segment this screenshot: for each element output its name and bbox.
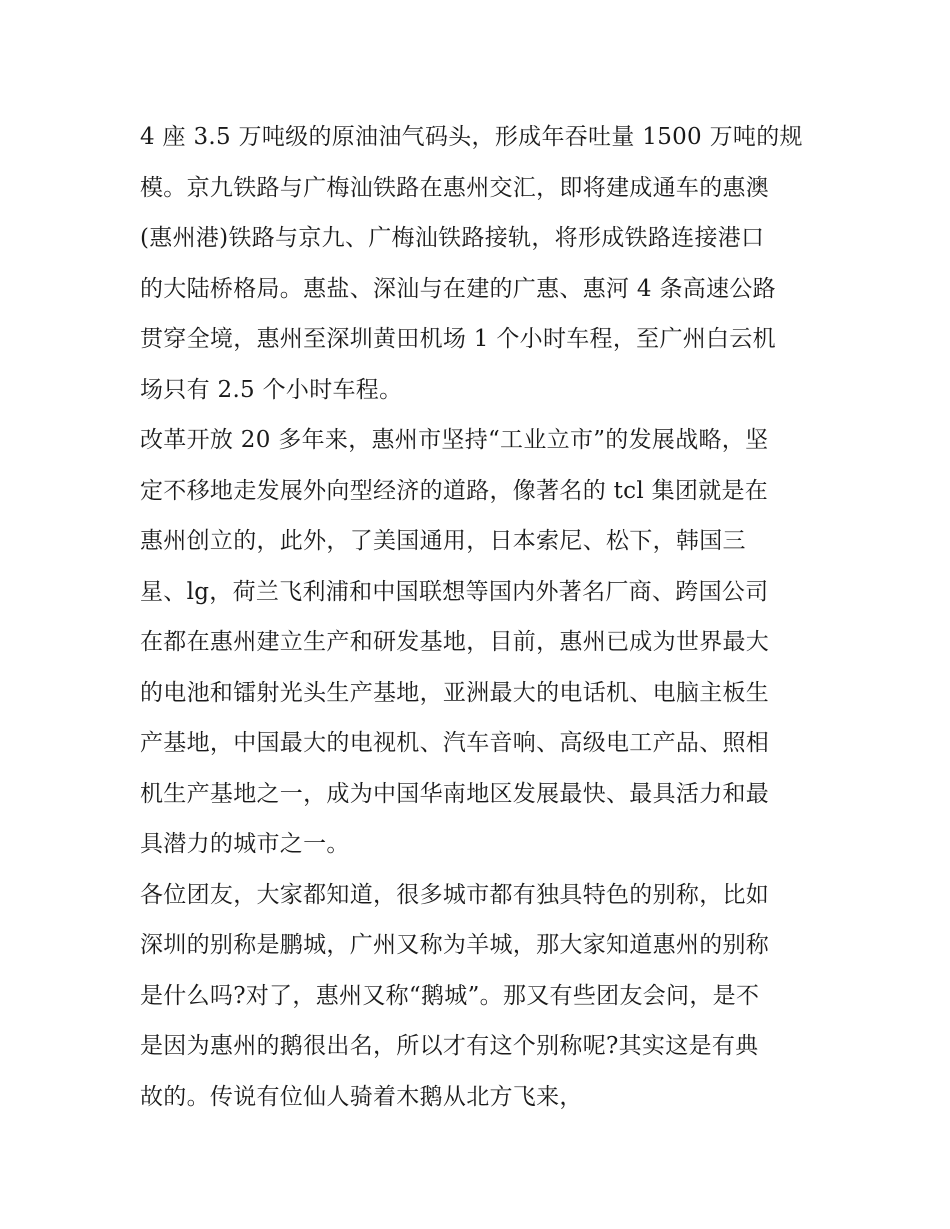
text-line: 的电池和镭射光头生产基地，亚洲最大的电话机、电脑主板生 [140, 679, 770, 706]
text-line: 模。京九铁路与广梅汕铁路在惠州交汇，即将建成通车的惠澳 [140, 174, 770, 201]
text-line: 定不移地走发展外向型经济的道路，像著名的 tcl 集团就是在 [140, 477, 769, 504]
text-line: 贯穿全境，惠州至深圳黄田机场 1 个小时车程，至广州白云机 [140, 326, 776, 352]
text-line: 的大陆桥格局。惠盐、深汕与在建的广惠、惠河 4 条高速公路 [140, 275, 776, 302]
text-line: (惠州港)铁路与京九、广梅汕铁路接轨，将形成铁路连接港口 [140, 225, 765, 251]
paragraph-transport [140, 112, 820, 415]
text-line: 场只有 2.5 个小时车程。 [140, 376, 403, 403]
text-line: 4 座 3.5 万吨级的原油油气码头，形成年吞吐量 1500 万吨的规 [140, 124, 803, 150]
text-line: 是因为惠州的鹅很出名，所以才有这个别称呢?其实这是有典 [140, 1033, 759, 1059]
document-body [140, 112, 820, 1122]
text-line: 星、lg，荷兰飞利浦和中国联想等国内外著名厂商、跨国公司 [140, 578, 769, 605]
text-line: 惠州创立的，此外，了美国通用，日本索尼、松下，韩国三 [140, 528, 746, 554]
paragraph-industry [140, 415, 820, 870]
text-line: 产基地，中国最大的电视机、汽车音响、高级电工产品、照相 [140, 730, 770, 756]
text-line: 是什么吗?对了，惠州又称“鹅城”。那又有些团友会问，是不 [140, 982, 760, 1009]
text-line: 各位团友，大家都知道，很多城市都有独具特色的别称，比如 [140, 881, 770, 908]
text-line: 深圳的别称是鹏城，广州又称为羊城，那大家知道惠州的别称 [140, 932, 770, 958]
text-line: 改革开放 20 多年来，惠州市坚持“工业立市”的发展战略，坚 [140, 427, 769, 453]
text-line: 在都在惠州建立生产和研发基地，目前，惠州已成为世界最大 [140, 629, 770, 655]
text-line: 具潜力的城市之一。 [140, 831, 350, 857]
text-line: 故的。传说有位仙人骑着木鹅从北方飞来， [140, 1083, 583, 1110]
text-line: 机生产基地之一，成为中国华南地区发展最快、最具活力和最 [140, 780, 770, 807]
paragraph-goose-city [140, 870, 820, 1123]
